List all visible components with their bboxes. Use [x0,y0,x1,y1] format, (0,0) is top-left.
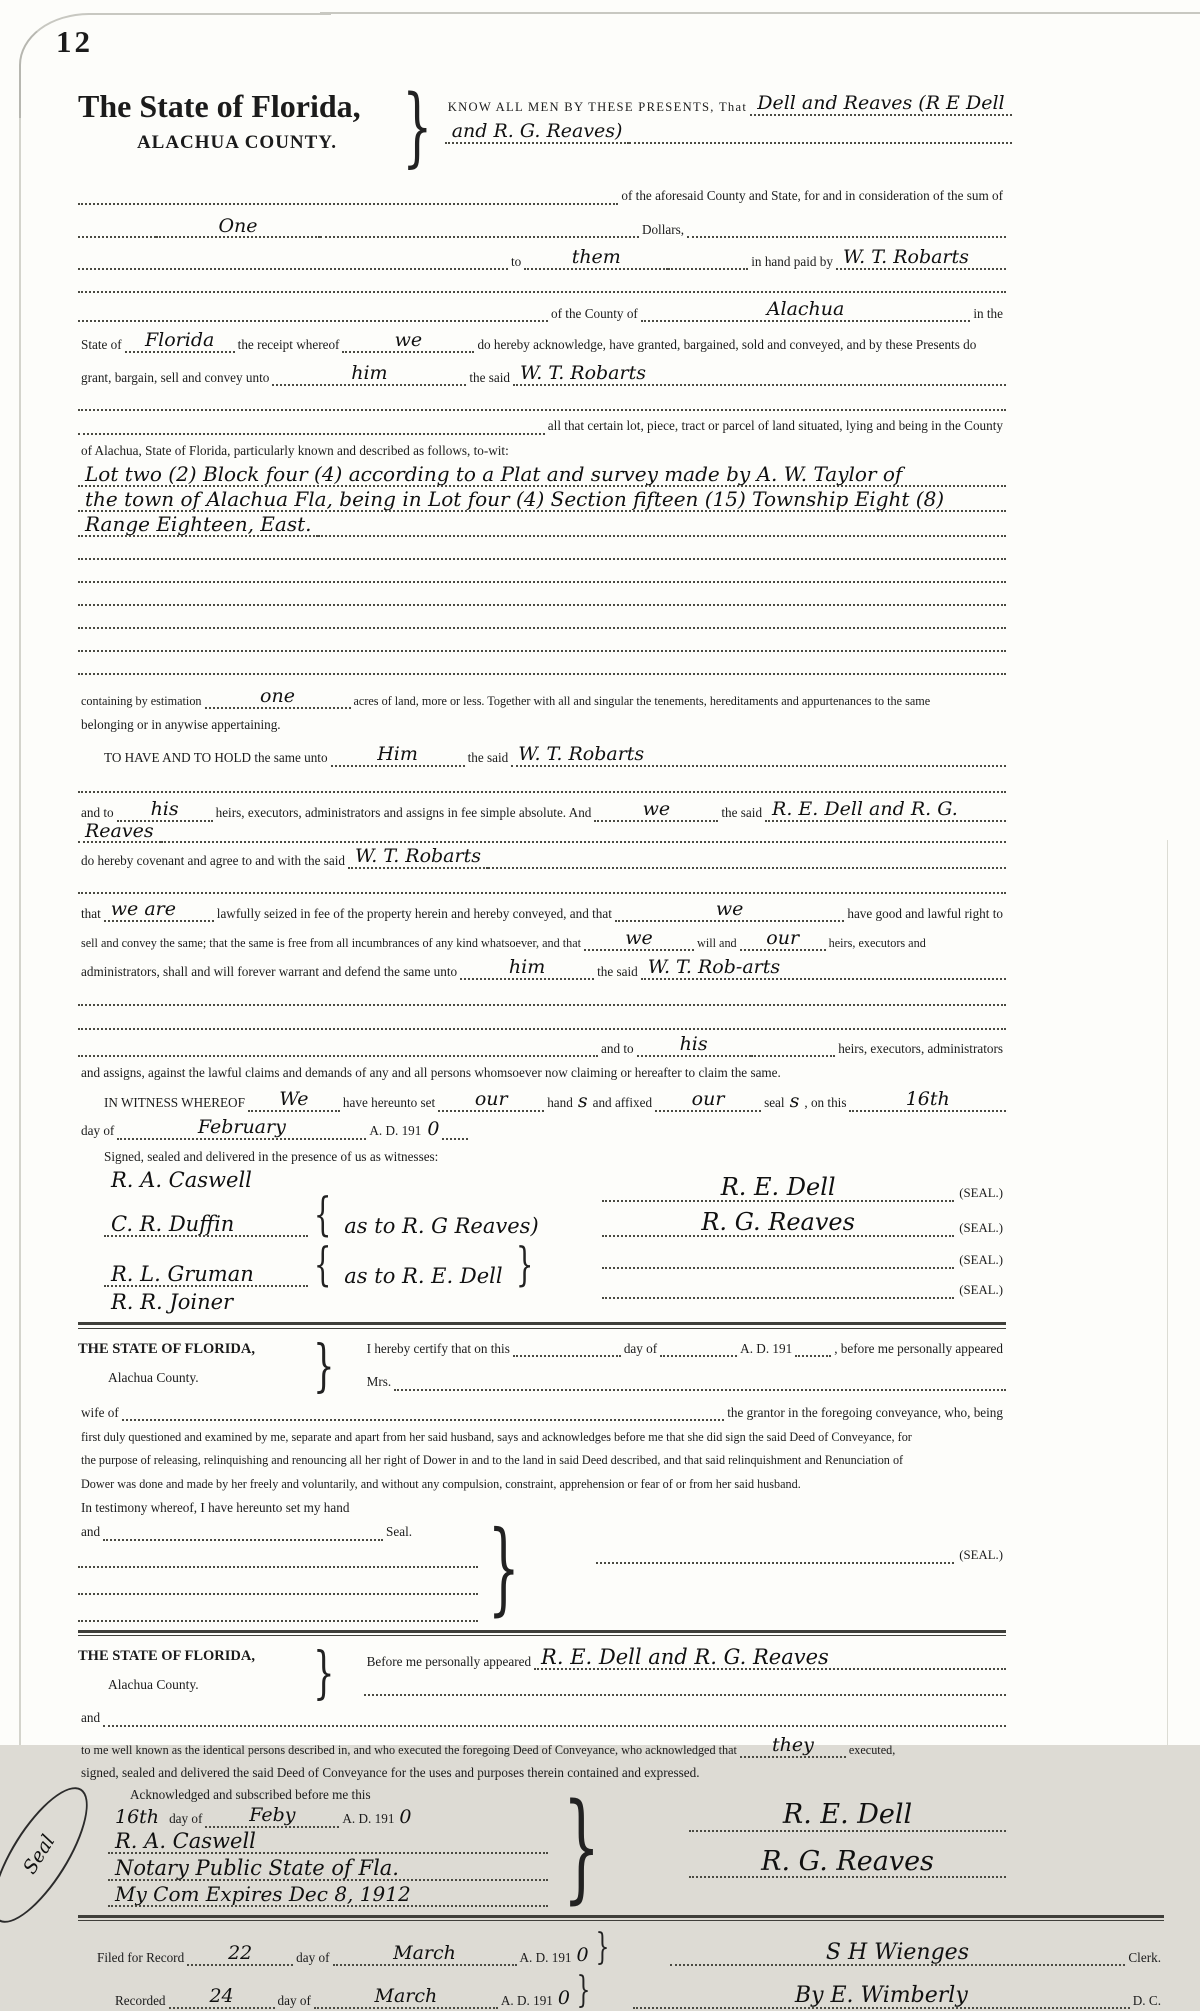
onthis-label: , on this [804,1095,847,1111]
seal-label: (SEAL.) [959,1221,1003,1236]
clerk-signature-handwriting: S H Wienges [670,1941,1126,1966]
wifeof-label: wife of [81,1404,119,1420]
andto2-label: and to [601,1040,634,1056]
brace-icon [314,1241,332,1287]
affixed-label: and affixed [592,1095,653,1111]
dotted-line [596,1562,955,1564]
receipt-who-handwriting: we [342,331,474,353]
seal-s-handwriting: s [789,1089,800,1112]
notary-block [18,1787,1006,1907]
dotted-line [78,673,1006,675]
seal-label: (SEAL.) [959,1283,1003,1298]
tohave-grantee-handwriting: W. T. Robarts [511,745,1006,767]
witness-name-handwriting: R. R. Joiner [111,1290,234,1315]
dayof-label: day of [81,1123,115,1138]
our-handwriting: our [438,1090,544,1112]
ack-signature-handwriting: R. E. Dell [689,1801,1006,1831]
brace-icon [515,1241,533,1287]
certify-label: I hereby certify that on this [366,1340,510,1356]
grantors-said-handwriting-2: Reaves [78,822,161,844]
witness-name-handwriting: C. R. Duffin [104,1213,308,1237]
ack-cert-right [342,1644,1006,1702]
brace-icon [313,1339,334,1395]
deed-form [18,88,1161,2010]
county-handwriting: Alachua [641,300,971,322]
whereof-label: IN WITNESS WHEREOF [104,1095,245,1111]
dotted-line [660,1355,737,1357]
dotted-line [629,142,1011,144]
seal-label: (SEAL.) [959,1548,1003,1563]
recorded-month-handwriting: March [314,1987,498,2009]
ad-label: A. D. 191 [369,1123,422,1138]
heirs-whose-handwriting: his [117,800,213,822]
our2-handwriting: our [655,1090,761,1112]
ad-label: A. D. 191 [519,1949,572,1965]
month-handwriting: February [117,1118,366,1140]
dotted-line [78,627,1006,629]
set-label: have hereunto set [342,1095,436,1111]
claims-text: and assigns, against the lawful claims and demands of any and all persons whomsoever now claiming or hereafter to claim the same. [81,1065,781,1081]
section-divider [78,1915,1164,1922]
covenant-grantee-handwriting: W. T. Robarts [348,847,488,869]
asto-annotation-handwriting: as to R. G Reaves) [344,1214,539,1238]
asto-annotation-handwriting: as to R. E. Dell [344,1264,503,1288]
deputy-signature-handwriting: By E. Wimberly [633,1984,1130,2009]
paid-by-label: in hand paid by [751,253,833,269]
convey-label: grant, bargain, sell and convey unto [81,369,270,385]
dotted-line [103,1539,383,1541]
seal-small-label: Seal. [386,1524,413,1540]
filed-month-handwriting: March [333,1944,517,1966]
deputy-label: D. C. [1132,1992,1161,2008]
grantee-handwriting: W. T. Robarts [513,364,1006,386]
dotted-line [78,892,1006,894]
form-title-block [78,88,396,154]
notary-title-handwriting: Notary Public State of Fla. [108,1857,548,1881]
dotted-line [78,1055,598,1057]
dotted-line [602,1267,954,1269]
warrant-whom-handwriting: him [460,958,594,980]
all-that-text: all that certain lot, piece, tract or parcel of land situated, lying and being in the County [547,418,1003,434]
dotted-line [78,291,1006,293]
brace-icon [314,1191,332,1237]
form-title: The State of Florida, [78,88,361,124]
convey-to-handwriting: him [272,364,466,386]
dotted-line [78,236,156,238]
county-of-label: of the County of [551,305,638,321]
dollars-label: Dollars, [641,221,685,237]
dayof-label: day of [623,1340,658,1356]
the-said-label: the said [467,750,509,766]
dotted-line [78,1593,478,1595]
form-header [78,88,1006,170]
dower-paragraph: Dower was done and made by her freely and voluntarily, and without any compulsion, constraint, apprehension or fear of or from her said husband. [81,1476,801,1491]
dotted-line [364,1694,1006,1696]
ack-signature-handwriting: R. G. Reaves [689,1848,1006,1878]
section-divider [78,1630,1006,1637]
dotted-line [602,1297,954,1299]
before-label: Before me personally appeared [366,1653,532,1669]
brace-icon [402,84,432,170]
tohave-whom-handwriting: Him [331,745,465,767]
ack-month-handwriting: Feby [205,1806,339,1828]
grantor-signature-handwriting: R. G. Reaves [602,1210,954,1237]
and-label: and [81,1524,101,1540]
the-said-label: the said [469,369,511,385]
ad-label: A. D. 191 [500,1992,553,2008]
acreage-handwriting: one [205,687,351,709]
testimony-seal-block [78,1518,1006,1622]
ack-county: Alachua County. [108,1677,199,1693]
dower-county: Alachua County. [108,1369,199,1385]
dower-cert-right [342,1337,1006,1395]
opening-block [445,88,1012,144]
containing-label: containing by estimation [81,693,202,708]
convey-text: sell and convey the same; that the same is free from all incumbrances of any kind whatsoever, and that [81,936,582,950]
dotted-line [320,236,639,238]
acknowledge-text: do hereby acknowledge, have granted, bargained, sold and conveyed, and by these Presents do [477,336,977,352]
will-and-label: will and [697,936,737,950]
hand-label: hand [547,1095,573,1111]
dotted-line [78,1028,1006,1030]
presence-text: Signed, sealed and delivered in the presence of us as witnesses: [104,1148,439,1164]
scan-edge-left [19,118,21,1745]
notary-seal-stamp [0,1774,105,1936]
dotted-line [78,433,545,435]
filing-footer [78,1915,1164,2010]
dotted-line [78,1620,478,1622]
dotted-line [78,409,1006,411]
seized-who2-handwriting: we [615,900,844,922]
appeared-label: , before me personally appeared [834,1340,1003,1356]
subscribed-text: Acknowledged and subscribed before me this [130,1787,371,1803]
section-divider [78,1322,1006,1329]
ad-label: A. D. 191 [342,1811,395,1827]
signature-column [578,1169,1006,1313]
dotted-line [78,791,1006,793]
mrs-label: Mrs. [366,1374,392,1390]
state-of-label: State of [81,336,122,352]
testimony-right [536,1518,1006,1622]
the-said-label: the said [597,963,638,979]
dotted-line [78,650,1006,652]
to-label: to [511,253,522,269]
dotted-line [122,1419,725,1421]
brace-icon [488,1518,520,1622]
seized-who-handwriting: we are [104,900,214,922]
dotted-line [103,1725,1006,1727]
seal-label: (SEAL.) [959,1186,1003,1201]
brace-icon [577,1973,591,2009]
grantor-signature-handwriting: R. E. Dell [602,1175,954,1202]
state-handwriting: Florida [125,331,235,353]
description-handwriting-1: Lot two (2) Block four (4) according to a Plat and survey made by A. W. Taylor of [78,464,1006,487]
convey-who-handwriting: we [584,929,694,951]
lawful-right-text: have good and lawful right to [847,905,1003,921]
appeared-handwriting: R. E. Dell and R. G. Reaves [534,1646,1006,1670]
dayof-label: day of [169,1811,203,1827]
that-label: that [81,905,101,921]
brace-icon [313,1646,334,1702]
seal-oval-handwriting: Seal [18,1831,60,1879]
dotted-line [78,1566,478,1568]
year-handwriting: 0 [427,1117,440,1140]
receipt-label: the receipt whereof [237,336,340,352]
dotted-line [687,236,1006,238]
dotted-line [488,867,1006,869]
dotted-line [513,1355,621,1357]
dayof-label: day of [296,1949,330,1965]
ack-state-block [78,1644,306,1702]
heirs2-text: heirs, executors, administrators [838,1040,1003,1056]
recorded-day-handwriting: 24 [169,1987,275,2009]
andto-label: and to [81,805,114,820]
grantors-handwriting-2: and R. G. Reaves) [445,122,630,144]
description-handwriting-2: the town of Alachua Fla, being in Lot four (4) Section fifteen (15) Township Eight (8) [78,489,1006,512]
dower-state: THE STATE OF FLORIDA, [78,1340,255,1357]
brace-icon [563,1787,601,1907]
dotted-line [442,1138,468,1140]
witness-name-handwriting: R. L. Gruman [104,1263,308,1287]
the-said-label: the said [721,805,763,820]
hand-s-handwriting: s [577,1089,588,1112]
recorded-label: Recorded [115,1992,166,2008]
grantor-text: the grantor in the foregoing conveyance, who, being [727,1404,1003,1420]
dotted-line [78,1004,1006,1006]
seal-label: (SEAL.) [959,1253,1003,1268]
form-county: ALACHUA COUNTY. [136,132,338,153]
dotted-line [795,1355,831,1357]
known-text: to me well known as the identical persons described in, and who executed the foregoing Deed of Conveyance, who acknowledged that [81,1742,737,1757]
dotted-line [394,1389,1006,1391]
description-handwriting-3: Range Eighteen, East. [78,514,318,537]
notary-name-handwriting: R. A. Caswell [108,1830,548,1854]
tohave-label: TO HAVE AND TO HOLD the same unto [104,750,328,766]
notary-right [619,1787,1006,1907]
testimony-left [78,1518,478,1622]
page-number: 12 [56,24,93,59]
witness-name-handwriting: R. A. Caswell [111,1168,252,1192]
witness-column [78,1169,578,1313]
recorded-year-handwriting: 0 [557,1987,570,2010]
aforesaid-text: of the aforesaid County and State, for and in consideration of the sum of [621,188,1003,203]
dotted-line [78,320,548,322]
scan-edge-right [1167,840,1168,1745]
heirs-and-text: heirs, executors and [828,936,926,950]
ad-label: A. D. 191 [740,1340,793,1356]
dower-state-block [78,1337,306,1395]
signed-text: signed, sealed and delivered the said Deed of Conveyance for the uses and purposes therein contained and expressed. [81,1764,700,1780]
payer-handwriting: W. T. Robarts [836,248,1006,270]
dotted-line [161,841,1006,843]
sum-handwriting: One [156,217,320,239]
grantors-said-handwriting: R. E. Dell and R. G. [765,800,1006,822]
dower-cert-header [78,1337,1006,1395]
and-who-handwriting: we [594,800,718,822]
dotted-line [78,268,508,270]
day-handwriting: 16th [849,1090,1006,1112]
dotted-line [318,535,1006,537]
to-whom-handwriting: them [524,248,668,270]
dower-paragraph: first duly questioned and examined by me, separate and apart from her said husband, says and acknowledges before me that she did sign the said Deed of Conveyance, for [81,1430,912,1445]
dotted-line [78,203,618,205]
ack-day-handwriting: 16th [115,1805,160,1828]
acres-text: acres of land, more or less. Together with all and singular the tenements, hereditaments and appurtenances to the same [353,693,931,708]
seized-text: lawfully seized in fee of the property herein and hereby conveyed, and that [216,905,612,921]
filed-year-handwriting: 0 [576,1944,589,1967]
towit-text: of Alachua, State of Florida, particularly known and described as follows, to-wit: [81,442,509,458]
belonging-text: belonging or in anywise appertaining. [81,717,281,733]
clerk-label: Clerk. [1128,1949,1161,1965]
whose-handwriting: our [740,929,826,951]
covenant-label: do hereby covenant and agree to and with the said [81,852,346,868]
grantors-handwriting-1: Dell and Reaves (R E Dell [750,94,1011,116]
andto2-whose-handwriting: his [637,1035,751,1057]
dayof-label: day of [277,1992,311,2008]
testimony-text: In testimony whereof, I have hereunto set my hand [81,1499,350,1515]
brace-icon [595,1930,609,1966]
dotted-line [668,268,748,270]
filed-day-handwriting: 22 [187,1944,293,1966]
dotted-line [751,1055,836,1057]
dower-paragraph: the purpose of releasing, relinquishing and renouncing all her right of Dower in and to the land in said Deed described, and that said relinquishment and Renunciation of [81,1453,904,1468]
notary-left [18,1787,548,1907]
warrant-text: administrators, shall and will forever warrant and defend the same unto [81,963,458,979]
they-handwriting: they [740,1736,846,1758]
seal-word-label: seal [764,1095,785,1111]
dotted-line [78,581,1006,583]
witness-signature-block [78,1169,1006,1313]
in-the-label: in the [973,305,1003,321]
warrant-grantee-handwriting: W. T. Rob-arts [641,958,1006,980]
and-label: and [81,1710,101,1726]
ack-state: THE STATE OF FLORIDA, [78,1648,255,1665]
executed-label: executed, [848,1742,896,1757]
whereof-who-handwriting: We [248,1090,340,1112]
ack-cert-header [78,1644,1006,1702]
dotted-line [78,604,1006,606]
filed-label: Filed for Record [97,1949,185,1965]
commission-handwriting: My Com Expires Dec 8, 1912 [108,1884,548,1907]
opening-phrase: KNOW ALL MEN BY THESE PRESENTS, That [447,100,748,115]
scan-edge-top [320,12,1200,14]
ack-year-handwriting: 0 [399,1805,412,1828]
heirs-text: heirs, executors, administrators and assigns in fee simple absolute. And [215,805,592,820]
dotted-line [78,558,1006,560]
